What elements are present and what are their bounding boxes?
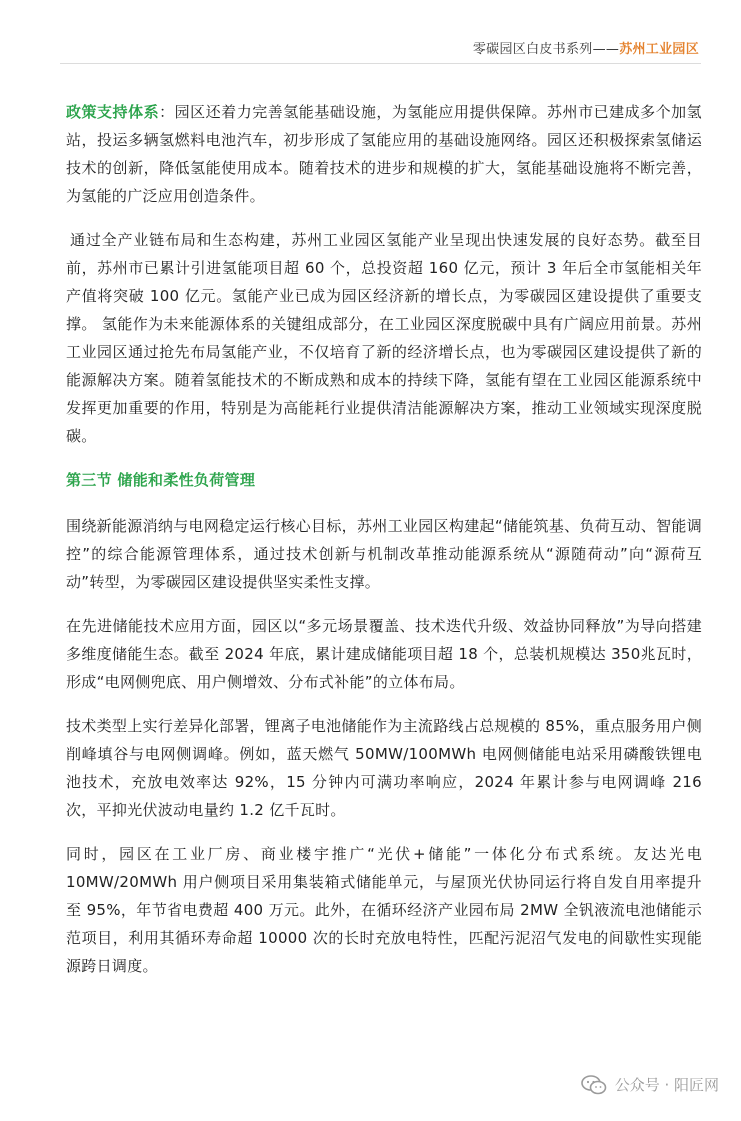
paragraph-energy-management: 围绕新能源消纳与电网稳定运行核心目标，苏州工业园区构建起“储能筑基、负荷互动、智能调控”的综合能源管理体系，通过技术创新与机制改革推动能源系统从“源随荷动”向“源荷互动”转型，为零碳园区建设提供坚实柔性支撑。 — [66, 517, 702, 591]
watermark-text: 公众号 · 阳匠网 — [614, 1076, 719, 1094]
paragraph-text: ：园区还着力完善氢能基础设施，为氢能应用提供保障。苏州市已建成多个加氢站，投运多辆氢燃料电池汽车，初步形成了氢能应用的基础设施网络。园区还积极探索氢储运技术的创新，降低氢能使用成本。随着技术的进步和规模的扩大，氢能基础设施将不断完善，为氢能的广泛应用创造条件。 — [66, 103, 702, 205]
header-park: 苏州工业园区 — [619, 42, 699, 57]
header-divider — [60, 63, 701, 64]
paragraph-distributed-systems: 同时，园区在工业厂房、商业楼宇推广“光伏+储能”一体化分布式系统。友达光电10MW/20MWh 用户侧项目采用集装箱式储能单元，与屋顶光伏协同运行将自发自用率提升至 95%，年节省电费超 400 万元。此外，在循环经济产业园布局 2MW 全钒液流电池储能示范项目，利用其循环寿命超 10000 次的长时充放电特性，匹配污泥沼气发电的间歇性实现能源跨日调度。 — [66, 845, 702, 975]
paragraph-technology-types: 技术类型上实行差异化部署，锂离子电池储能作为主流路线占总规模的 85%，重点服务用户侧削峰填谷与电网侧调峰。例如，蓝天燃气 50MW/100MWh 电网侧储能电站采用磷酸铁锂电池技术，充放电效率达 92%，15 分钟内可满功率响应，2024 年累计参与电网调峰 216 次，平抑光伏波动电量约 1.2 亿千瓦时。 — [66, 717, 703, 819]
watermark — [581, 1074, 719, 1095]
header-series: 零碳园区白皮书系列—— — [472, 42, 620, 57]
paragraph-lead: 政策支持体系 — [66, 103, 160, 121]
document-body — [66, 98, 702, 996]
section-heading: 第三节 储能和柔性负荷管理 — [66, 471, 256, 489]
wechat-icon — [581, 1075, 607, 1095]
paragraph-policy-support — [66, 98, 702, 210]
paragraph-storage-ecosystem: 在先进储能技术应用方面，园区以“多元场景覆盖、技术迭代升级、效益协同释放”为导向搭建多维度储能生态。截至 2024 年底，累计建成储能项目超 18 个，总装机规模达 350兆瓦时，形成“电网侧兜底、用户侧增效、分布式补能”的立体布局。 — [66, 617, 702, 691]
paragraph-hydrogen-industry: 通过全产业链布局和生态构建，苏州工业园区氢能产业呈现出快速发展的良好态势。截至目前，苏州市已累计引进氢能项目超 60 个，总投资超 160 亿元，预计 3 年后全市氢能相关年产值将突破 100 亿元。氢能产业已成为园区经济新的增长点，为零碳园区建设提供了重要支撑。 氢能作为未来能源体系的关键组成部分，在工业园区深度脱碳中具有广阔应用前景。苏州工业园区通过抢先布局氢能产业，不仅培育了新的经济增长点，也为零碳园区建设提供了新的能源解决方案。随着氢能技术的不断成熟和成本的持续下降，氢能有望在工业园区能源系统中发挥更加重要的作用，特别是为高能耗行业提供清洁能源解决方案，推动工业领域实现深度脱碳。 — [66, 231, 702, 445]
page-header — [473, 38, 699, 57]
